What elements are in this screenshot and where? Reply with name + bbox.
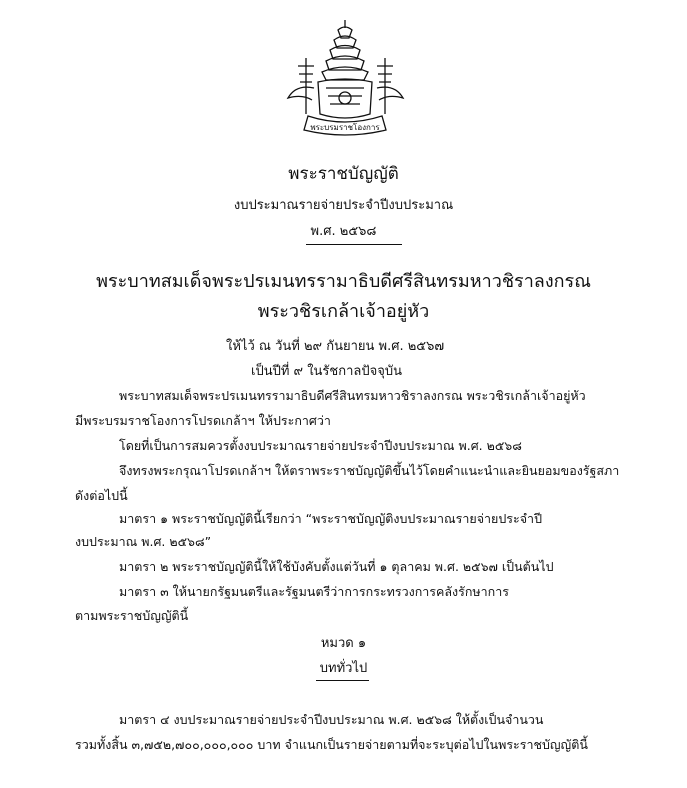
- act-subject: งบประมาณรายจ่ายประจำปีงบประมาณ: [233, 198, 454, 213]
- chapter-divider: [316, 680, 369, 681]
- enactment-line-1: พระบาทสมเด็จพระปรเมนทรรามาธิบดีศรีสินทรมหาวชิราลงกรณ พระวชิรเกล้าเจ้าอยู่หัว: [119, 388, 586, 403]
- act-type-title: พระราชบัญญัติ: [288, 164, 399, 184]
- emblem-banner-text: พระบรมราชโองการ: [310, 123, 380, 132]
- act-year: พ.ศ. ๒๕๖๘: [310, 224, 377, 239]
- section-1-line-1: มาตรา ๑ พระราชบัญญัตินี้เรียกว่า “พระราชบัญญัติงบประมาณรายจ่ายประจำปี: [119, 511, 542, 526]
- king-name-line-2: พระวชิรเกล้าเจ้าอยู่หัว: [257, 301, 430, 322]
- chapter-title: บททั่วไป: [319, 661, 368, 676]
- section-4-line-2: รวมทั้งสิ้น ๓,๗๕๒,๗๐๐,๐๐๐,๐๐๐ บาท จำแนกเป็นรายจ่ายตามที่จะระบุต่อไปในพระราชบัญญัตินี้: [75, 737, 588, 752]
- section-3-line-1: มาตรา ๓ ให้นายกรัฐมนตรีและรัฐมนตรีว่าการกระทรวงการคลังรักษาการ: [119, 584, 509, 599]
- section-2-line-1: มาตรา ๒ พระราชบัญญัตินี้ให้ใช้บังคับตั้งแต่วันที่ ๑ ตุลาคม พ.ศ. ๒๕๖๗ เป็นต้นไป: [119, 559, 554, 574]
- chapter-number: หมวด ๑: [320, 636, 367, 651]
- enactment-line-2: มีพระบรมราชโองการโปรดเกล้าฯ ให้ประกาศว่า: [75, 413, 331, 428]
- enactment-line-5: ดังต่อไปนี้: [75, 488, 128, 503]
- given-date: ให้ไว้ ณ วันที่ ๒๙ กันยายน พ.ศ. ๒๕๖๗: [226, 339, 445, 354]
- section-1-line-2: งบประมาณ พ.ศ. ๒๕๖๘”: [75, 534, 212, 549]
- reign-year: เป็นปีที่ ๙ ในรัชกาลปัจจุบัน: [251, 364, 402, 379]
- section-3-line-2: ตามพระราชบัญญัตินี้: [75, 608, 189, 623]
- enactment-line-4: จึงทรงพระกรุณาโปรดเกล้าฯ ให้ตราพระราชบัญญัติขึ้นไว้โดยคำแนะนำและยินยอมของรัฐสภา: [119, 463, 620, 478]
- enactment-line-3: โดยที่เป็นการสมควรตั้งงบประมาณรายจ่ายประจำปีงบประมาณ พ.ศ. ๒๕๖๘: [119, 438, 522, 453]
- king-name-line-1: พระบาทสมเด็จพระปรเมนทรรามาธิบดีศรีสินทรมหาวชิราลงกรณ: [96, 271, 591, 292]
- header-divider: [306, 244, 402, 245]
- garuda-royal-seal-icon: [278, 18, 413, 136]
- section-4-line-1: มาตรา ๔ งบประมาณรายจ่ายประจำปีงบประมาณ พ.ศ. ๒๕๖๘ ให้ตั้งเป็นจำนวน: [119, 712, 544, 727]
